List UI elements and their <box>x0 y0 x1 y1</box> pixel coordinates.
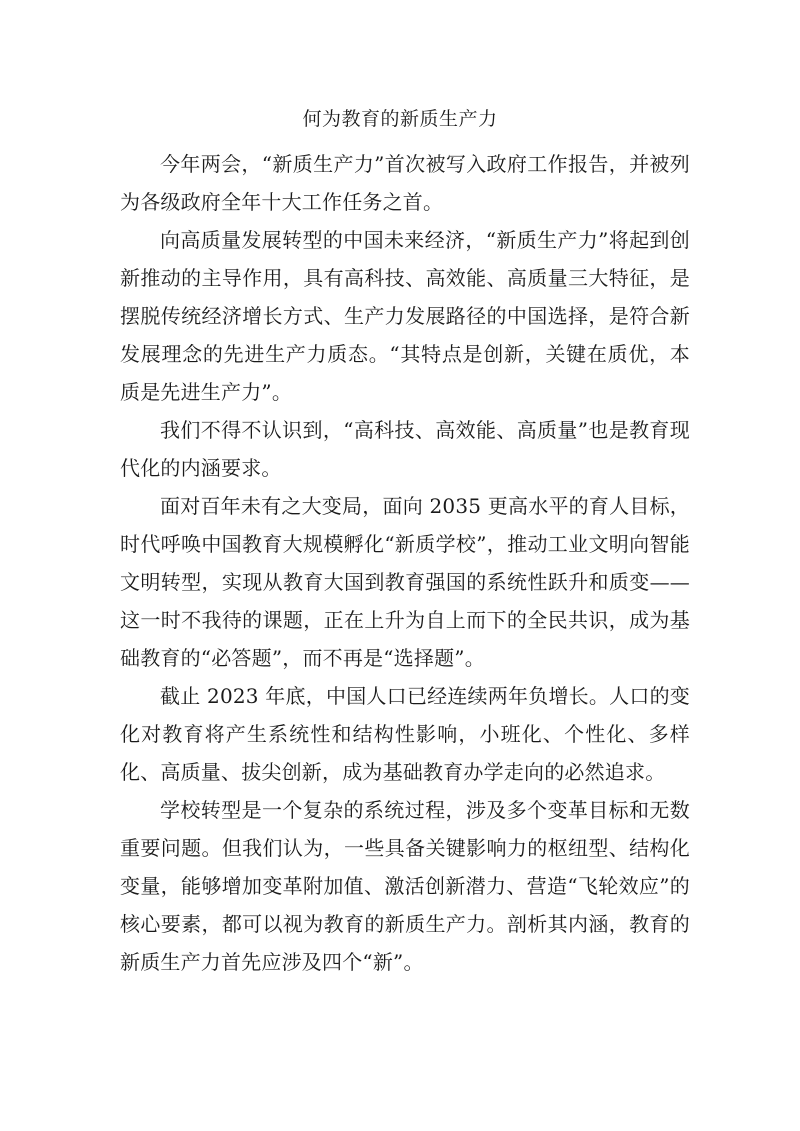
paragraph-3: 我们不得不认识到，“高科技、高效能、高质量”也是教育现代化的内涵要求。 <box>120 418 690 480</box>
paragraph-5: 截止 2023 年底，中国人口已经连续两年负增长。人口的变化对教育将产生系统性和结构性影响，小班化、个性化、多样化、高质量、拔尖创新，成为基础教育办学走向的必然追求。 <box>120 684 690 784</box>
paragraph-1: 今年两会，“新质生产力”首次被写入政府工作报告，并被列为各级政府全年十大工作任务之首。 <box>120 152 690 214</box>
document-title: 何为教育的新质生产力 <box>302 108 498 130</box>
paragraph-4: 面对百年未有之大变局，面向 2035 更高水平的育人目标，时代呼唤中国教育大规模孵化“新质学校”，推动工业文明向智能文明转型，实现从教育大国到教育强国的系统性跃升和质变——这一时不我待的课题，正在上升为自上而下的全民共识，成为基础教育的“必答题”，而不再是“选择题”。 <box>120 494 690 670</box>
paragraph-2: 向高质量发展转型的中国未来经济，“新质生产力”将起到创新推动的主导作用，具有高科技、高效能、高质量三大特征，是摆脱传统经济增长方式、生产力发展路径的中国选择，是符合新发展理念的先进生产力质态。“其特点是创新，关键在质优，本质是先进生产力”。 <box>120 228 690 404</box>
document-body <box>120 145 690 981</box>
paragraph-6: 学校转型是一个复杂的系统过程，涉及多个变革目标和无数重要问题。但我们认为，一些具备关键影响力的枢纽型、结构化变量，能够增加变革附加值、激活创新潜力、营造“飞轮效应”的核心要素，都可以视为教育的新质生产力。剖析其内涵，教育的新质生产力首先应涉及四个“新”。 <box>120 798 690 974</box>
